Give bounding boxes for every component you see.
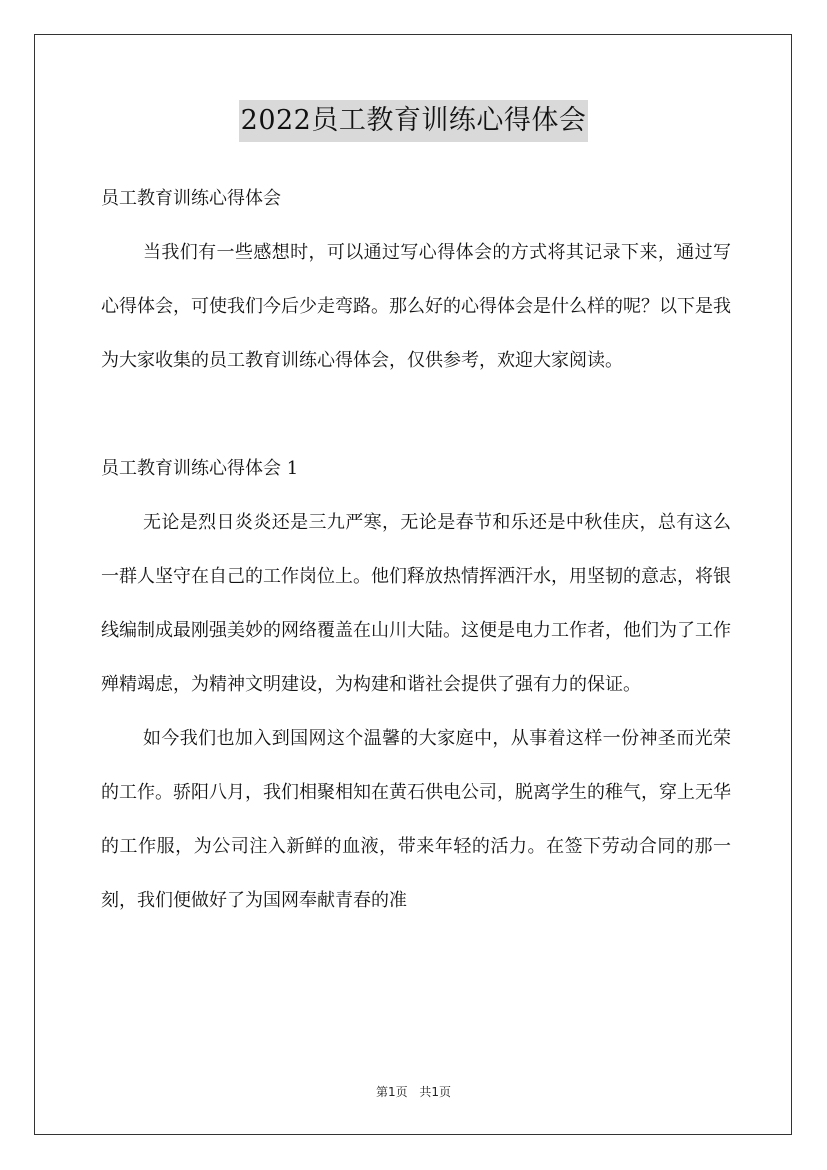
body-paragraph-2: 如今我们也加入到国网这个温馨的大家庭中，从事着这样一份神圣而光荣的工作。骄阳八月，我们相聚相知在黄石供电公司，脱离学生的稚气，穿上无华的工作服，为公司注入新鲜的血液，带来年轻的活力。在签下劳动合同的那一刻，我们便做好了为国网奉献青春的准 — [101, 728, 731, 911]
page-footer — [0, 1083, 827, 1100]
page-total: 共1页 — [419, 1085, 452, 1099]
section-heading: 员工教育训练心得体会 1 — [101, 458, 299, 479]
document-title: 2022员工教育训练心得体会 — [239, 100, 589, 142]
intro-paragraph: 当我们有一些感想时，可以通过写心得体会的方式将其记录下来，通过写心得体会，可使我们今后少走弯路。那么好的心得体会是什么样的呢？以下是我为大家收集的员工教育训练心得体会，仅供参考，欢迎大家阅读。 — [101, 242, 731, 371]
spacer — [101, 388, 731, 442]
subtitle: 员工教育训练心得体会 — [101, 188, 281, 209]
title-container — [0, 100, 827, 142]
body-paragraph-1: 无论是烈日炎炎还是三九严寒，无论是春节和乐还是中秋佳庆，总有这么一群人坚守在自己的工作岗位上。他们释放热情挥洒汗水，用坚韧的意志，将银线编制成最刚强美妙的网络覆盖在山川大陆。这便是电力工作者，他们为了工作殚精竭虑，为精神文明建设，为构建和谐社会提供了强有力的保证。 — [101, 512, 731, 695]
page-number: 第1页 — [375, 1085, 408, 1099]
document-body — [101, 172, 731, 928]
